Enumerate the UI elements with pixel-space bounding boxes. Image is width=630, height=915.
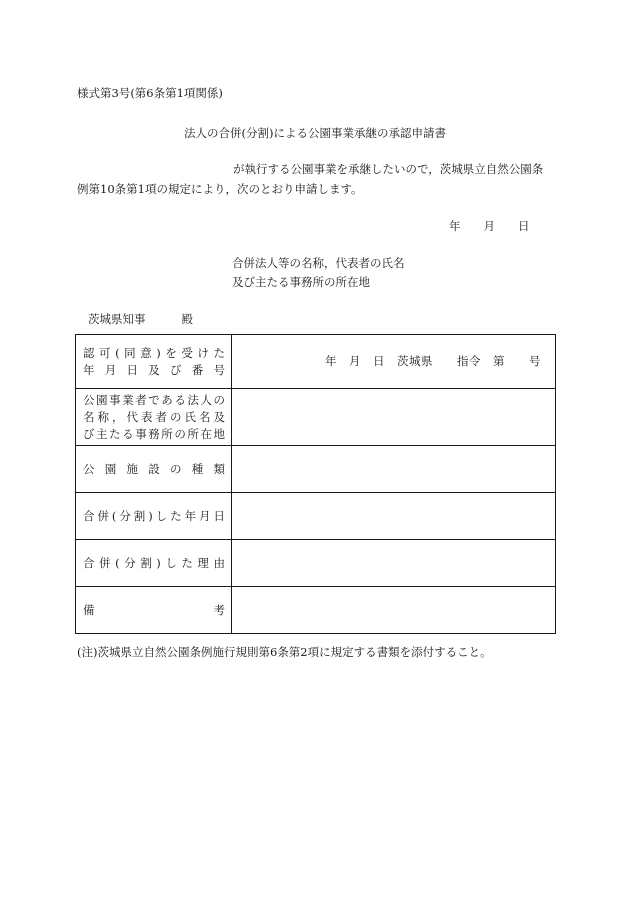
- table-row-approval: [76, 335, 556, 389]
- table-row-notes: [76, 587, 556, 634]
- notes-label-cell: [76, 587, 232, 634]
- facility-kind-label-cell: [76, 446, 232, 493]
- addressee-honorific: 殿: [181, 312, 193, 326]
- facility-kind-label: 公園施設の種類: [83, 461, 225, 476]
- notes-value-cell[interactable]: [232, 587, 556, 634]
- notes-label-left: 備: [83, 602, 95, 617]
- approval-label-cell: [76, 335, 232, 389]
- document-title: 法人の合併(分割)による公園事業承継の承認申請書: [184, 126, 446, 140]
- form-number: 様式第3号(第6条第1項関係): [77, 86, 223, 100]
- merger-date-value-cell[interactable]: [232, 493, 556, 540]
- addressee-name: 茨城県知事: [88, 312, 146, 326]
- notes-label: [83, 602, 225, 619]
- applicant-label-line-2: 及び主たる事務所の所在地: [232, 275, 370, 289]
- merger-reason-label-cell: [76, 540, 232, 587]
- merger-date-label: 合併(分割)した年月日: [83, 508, 225, 523]
- body-text-line-1: が執行する公園事業を承継したいので，茨城県立自然公園条: [233, 162, 544, 176]
- business-label-line-2: 名称，代表者の氏名及: [83, 409, 225, 424]
- date-line: [449, 218, 530, 234]
- date-day: 日: [518, 219, 530, 233]
- business-label-line-3: び主たる事務所の所在地: [83, 426, 225, 441]
- table-row-business: [76, 389, 556, 446]
- facility-kind-value-cell[interactable]: [232, 446, 556, 493]
- business-label-cell: [76, 389, 232, 446]
- footnote: (注)茨城県立自然公園条例施行規則第6条第2項に規定する書類を添付すること。: [77, 645, 492, 659]
- table-row-merger-reason: [76, 540, 556, 587]
- approval-value-text: 年 月 日 茨城県 指令 第 号: [325, 354, 541, 368]
- approval-label-line-2: 年月日及び番号: [83, 362, 225, 377]
- merger-reason-label: 合併(分割)した理由: [83, 555, 225, 570]
- notes-label-right: 考: [213, 602, 225, 617]
- table-row-facility-kind: [76, 446, 556, 493]
- approval-label-line-1: 認可(同意)を受けた: [83, 345, 225, 360]
- approval-value-cell[interactable]: [232, 335, 556, 389]
- application-form-table: [75, 334, 556, 634]
- table-row-merger-date: [76, 493, 556, 540]
- merger-date-label-cell: [76, 493, 232, 540]
- date-year: 年: [449, 219, 461, 233]
- applicant-label-line-1: 合併法人等の名称，代表者の氏名: [232, 256, 405, 270]
- business-value-cell[interactable]: [232, 389, 556, 446]
- business-label-line-1: 公園事業者である法人の: [83, 392, 225, 407]
- addressee: [88, 311, 193, 327]
- date-month: 月: [483, 219, 495, 233]
- merger-reason-value-cell[interactable]: [232, 540, 556, 587]
- body-text-line-2: 例第10条第1項の規定により，次のとおり申請します。: [77, 182, 363, 196]
